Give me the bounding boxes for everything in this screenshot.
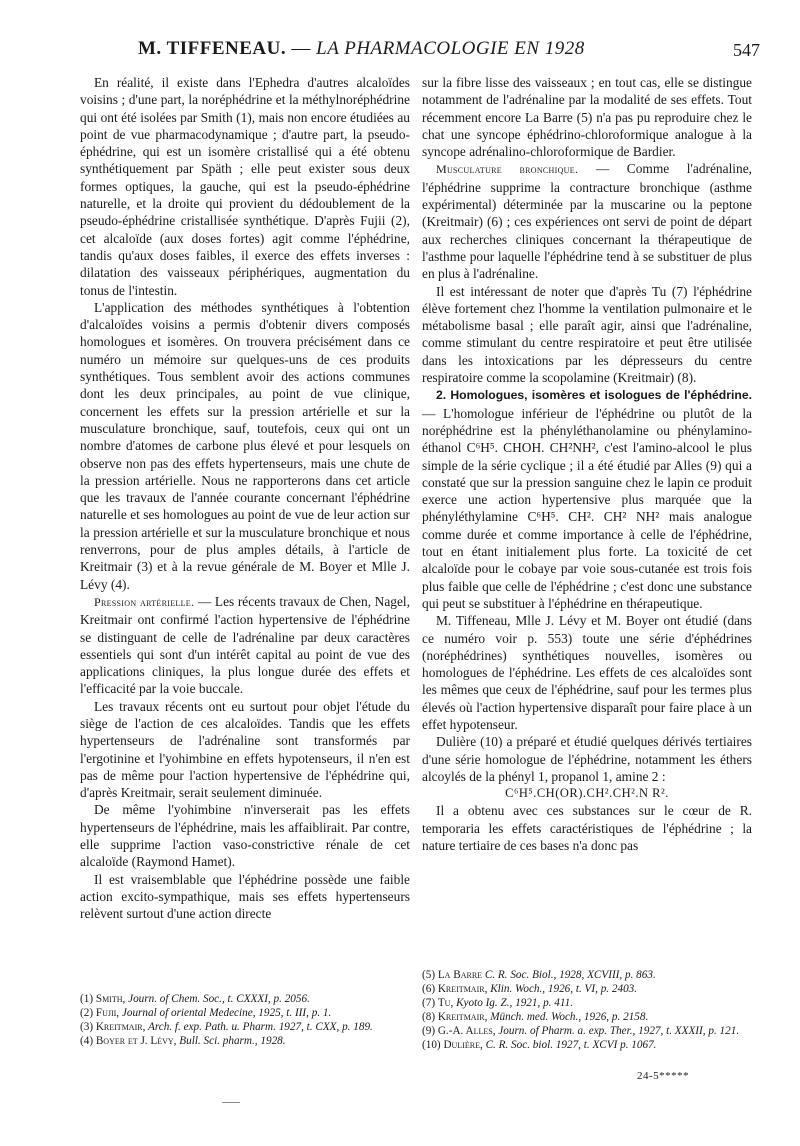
footnote-reference: C. R. Soc. biol. 1927, t. XCVI p. 1067. (482, 1039, 657, 1051)
footnote-number: (5) (422, 969, 438, 981)
footnote-author: Fujii, (95, 1007, 120, 1019)
header-author: M. TIFFENEAU. (138, 38, 287, 59)
paragraph (80, 698, 410, 802)
paragraph (422, 283, 752, 387)
footnote (422, 1024, 752, 1038)
footnote-author: Kreitmair, (95, 1021, 146, 1033)
footnote-author: La Barre (437, 969, 483, 981)
footnote-author: Kreitmair, (437, 983, 488, 995)
footnote (422, 1038, 752, 1052)
footnote (422, 968, 752, 982)
footnote-author: G.-A. Alles, (437, 1025, 496, 1037)
footnote-number: (8) (422, 1011, 438, 1023)
footnote (422, 982, 752, 996)
section-heading: 2. Homologues, isomères et isologues de l'éphédrine. (436, 388, 752, 403)
page-number: 547 (733, 40, 760, 60)
paragraph-text: Les travaux récents ont eu surtout pour objet l'étude du siège de l'action de ces alcaloïdes. Tandis que les effets hypertenseurs de l'adrénaline sont transformés par l'ergotinine et l'yohimbine en effets hypotenseurs, il n'en est pas de même pour l'action hypertensive de l'éphédrine qui, d'après Kreitmair, serait seulement diminuée. (80, 698, 410, 801)
paragraph-text: — Comme l'adrénaline, l'éphédrine supprime la contracture bronchique (asthme expérimental) déterminée par la muscarine ou la peptone (Kreitmair) (6) ; ces expériences ont servi de point de départ aux recherches cliniques concernant la thérapeutique de l'asthme pour laquelle l'éphédrine tend à se substituer de plus en plus à l'adrénaline. (422, 161, 752, 282)
right-column (422, 74, 752, 854)
footnote-reference: Journ. of Chem. Soc., t. CXXXI, p. 2056. (125, 993, 310, 1005)
footnote-author: Tu, (437, 997, 454, 1009)
footnote-number: (9) (422, 1025, 438, 1037)
paragraph (422, 802, 752, 854)
paragraph-text: — L'homologue inférieur de l'éphédrine ou plutôt de la noréphédrine est la phényléthanolamine ou phénylamino-éthanol C⁶H⁵. CHOH. CH²NH², c'est l'amino-alcool le plus simple de la série cyclique ; il a été étudié par Alles (9) qui a constaté que sur la pression sanguine chez le lapin ce produit exerce une action hypertensive plus marquée que la phényléthylamine C⁶H⁵. CH². CH² NH² mais analogue comme durée et comme importance à celle de l'éphédrine, tout en étant initialement plus forte. La toxicité de cet alcaloïde pour le cobaye par voie sous-cutanée est trois fois plus faible que celle de l'éphédrine ; c'est donc une substance qui peut se substituer à l'éphédrine en thérapeutique. (422, 405, 752, 611)
paragraph-text: Il est vraisemblable que l'éphédrine possède une faible action excito-sympathique, mais ses effets hypertenseurs relèvent surtout d'une action directe (80, 871, 410, 922)
paragraph (80, 74, 410, 299)
paragraph-text: L'application des méthodes synthétiques à l'obtention d'alcaloïdes voisins a permis d'obtenir divers composés homologues et isomères. On trouvera précisément dans ce numéro un mémoire sur quelques-uns de ces produits synthétiques. Tous semblent avoir des actions communes dont les deux principales, au point de vue clinique, concernent les effets sur la pression artérielle et sur la musculature bronchique, sauf, toutefois, ceux qui ont un nombre d'atomes de carbone plus élevé et pour lesquels on observe non pas des effets hypertenseurs, mais une chute de la pression artérielle. Nous ne rapporterons dans cet article que les travaux de l'année courante concernant l'éphédrine naturelle et ses homologues au point de vue de leur action sur la pression artérielle et sur la musculature bronchique et nous renverrons, pour de plus amples détails, à l'article de Kreitmair (3) et à la revue générale de M. Boyer et Mlle J. Lévy (4). (80, 299, 410, 592)
footnotes-left (80, 992, 410, 1048)
footnote-reference: Journal of oriental Medecine, 1925, t. III, p. 1. (119, 1007, 332, 1019)
footnote-reference: Arch. f. exp. Path. u. Pharm. 1927, t. CXX, p. 189. (145, 1021, 373, 1033)
printer-signature: 24-5***** (637, 1070, 690, 1082)
left-column (80, 74, 410, 923)
paragraph (80, 593, 410, 698)
paragraph-heading: Musculature bronchique. (436, 162, 579, 177)
footnote (422, 1010, 752, 1024)
footnote-author: Boyer et J. Lévy, (95, 1035, 177, 1047)
paragraph (80, 871, 410, 923)
footnote-reference: Bull. Sci. pharm., 1928. (176, 1035, 286, 1047)
footnote-author: Dulière, (443, 1039, 483, 1051)
paragraph (80, 299, 410, 593)
footnote-number: (3) (80, 1021, 96, 1033)
running-title (138, 38, 585, 60)
paragraph-text: M. Tiffeneau, Mlle J. Lévy et M. Boyer ont étudié (dans ce numéro voir p. 553) toute une série d'éphédrines (noréphédrines) synthétiques nouvelles, isomères ou homologues de l'éphédrine. Les effets de ces alcaloïdes sont les mêmes que ceux de l'éphédrine, sauf pour les termes plus élevés où l'action hypertensive disparaît pour faire place à un effet hypotenseur. (422, 613, 752, 732)
paragraph (80, 801, 410, 870)
paragraph (422, 386, 752, 612)
footnote (80, 1006, 410, 1020)
paragraph (422, 160, 752, 282)
footnote-reference: Klin. Woch., 1926, t. VI, p. 2403. (487, 983, 638, 995)
footnote-number: (6) (422, 983, 438, 995)
paragraph-text: sur la fibre lisse des vaisseaux ; en tout cas, elle se distingue notamment de l'adrénaline par la modalité de ses effets. Tout récemment encore La Barre (5) n'a pas pu reproduire chez le chat une syncope éphédrino-chloroformique analogue à la syncope adrénalino-chloroformique de Bardier. (422, 75, 752, 160)
paragraph-text: Dulière (10) a préparé et étudié quelques dérivés tertiaires d'une série homologue de l'éphédrine, notamment les éthers alcoylés de la phényl 1, propanol 1, amine 2 : (422, 734, 752, 784)
paragraph (422, 733, 752, 785)
footnote-reference: Journ. of Pharm. a. exp. Ther., 1927, t. XXXII, p. 121. (495, 1025, 740, 1037)
footnotes-right (422, 968, 752, 1052)
footnote-reference: Kyoto Ig. Z., 1921, p. 411. (453, 997, 574, 1009)
footnote-author: Smith, (95, 993, 126, 1005)
footnote (422, 996, 752, 1010)
footnote-number: (2) (80, 1007, 96, 1019)
footer-rule (222, 1102, 240, 1103)
paragraph-heading: Pression artérielle. (94, 594, 195, 609)
footnote-number: (4) (80, 1035, 96, 1047)
footnote-reference: C. R. Soc. Biol., 1928, XCVIII, p. 863. (482, 969, 656, 981)
running-header (60, 38, 760, 68)
footnote-author: Kreitmair, (437, 1011, 488, 1023)
footnote-number: (10) (422, 1039, 444, 1051)
footnote-number: (7) (422, 997, 438, 1009)
paragraph (422, 612, 752, 733)
footnote (80, 992, 410, 1006)
paragraph-text: Il a obtenu avec ces substances sur le cœur de R. temporaria les effets caractéristiques de l'éphédrine ; la nature tertiaire de ces bases n'a donc pas (422, 803, 752, 854)
footnote-reference: Münch. med. Woch., 1926, p. 2158. (487, 1011, 649, 1023)
footnote-number: (1) (80, 993, 96, 1005)
chemical-formula: C⁶H⁵.CH(OR).CH².CH².N R². (505, 786, 669, 801)
footnote (80, 1020, 410, 1034)
header-dash: — (286, 38, 317, 59)
paragraph-text: Il est intéressant de noter que d'après Tu (7) l'éphédrine élève fortement chez l'homme la ventilation pulmonaire et le métabolisme basal ; elle paraît agir, ainsi que l'adrénaline, comme stimulant du centre respiratoire et peut être utilisée dans les intoxications par les dépresseurs du centre respiratoire comme la scopolamine (Kreitmair) (8). (422, 283, 752, 386)
paragraph (422, 74, 752, 160)
header-title: LA PHARMACOLOGIE EN 1928 (316, 38, 585, 59)
paragraph-text: — Les récents travaux de Chen, Nagel, Kreitmair ont confirmé l'action hypertensive de l'éphédrine se distinguant de celle de l'adrénaline par deux caractères essentiels qui sont d'un intérêt capital au point de vue des applications cliniques, la plus longue durée des effets et l'efficacité par la voie buccale. (80, 593, 410, 697)
paragraph-text: En réalité, il existe dans l'Ephedra d'autres alcaloïdes voisins ; d'une part, la noréphédrine et la méthylnoréphédrine qui ont été isolées par Smith (1), mais non encore étudiées au point de vue pharmacodynamique ; d'autre part, la pseudo-éphédrine, qui est un isomère cristallisé qui a été obtenu synthétiquement par Späth ; elle peut exister sous deux formes optiques, la gauche, qui est la pseudo-éphédrine naturelle, et la droite qui provient du dédoublement de la pseudo-éphédrine cristallisée synthétique. D'après Fujii (2), cet alcaloïde (aux doses fortes) agit comme l'éphédrine, tandis qu'aux doses faibles, il exerce des effets inverses : dilatation des vaisseaux périphériques, augmentation du tonus de l'intestin. (80, 75, 410, 298)
footnote (80, 1034, 410, 1048)
paragraph-text: De même l'yohimbine n'inverserait pas les effets hypertenseurs de l'éphédrine, mais les affaiblirait. Par contre, elle supprime l'action vaso-constrictive rénale de cet alcaloïde (Raymond Hamet). (80, 802, 410, 870)
